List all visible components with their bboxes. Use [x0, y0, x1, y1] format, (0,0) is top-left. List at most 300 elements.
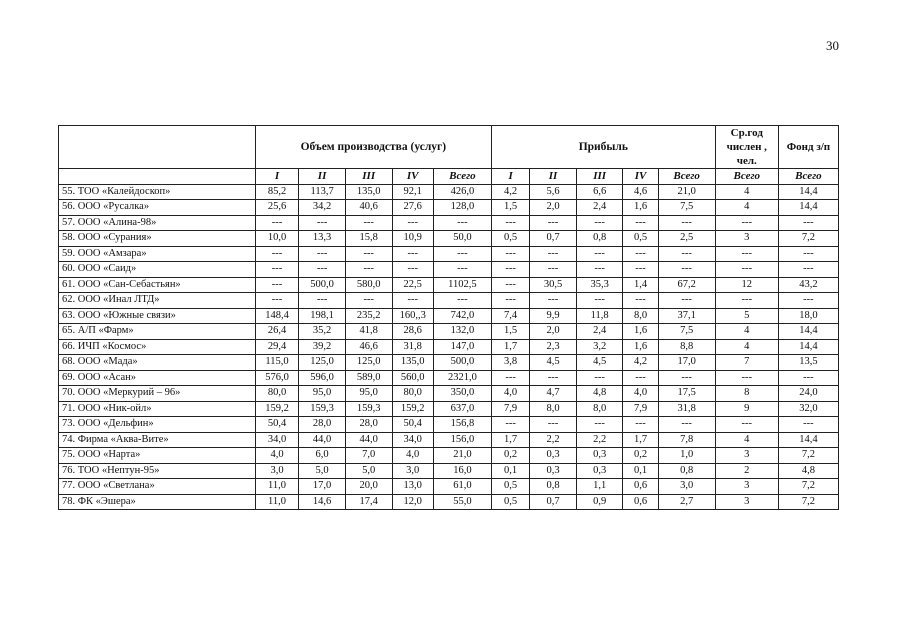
company-name-cell: 58. ООО «Сурания» [59, 231, 256, 247]
avg-staff-cell: 7 [715, 355, 778, 371]
wage-fund-cell: --- [778, 246, 838, 262]
profit-q2-cell: 0,7 [530, 231, 577, 247]
header-profit-q2: II [530, 169, 577, 185]
avg-staff-cell: --- [715, 215, 778, 231]
header-profit-q1: I [491, 169, 529, 185]
volume-total-cell: 500,0 [433, 355, 491, 371]
volume-q1-cell: 115,0 [255, 355, 299, 371]
header-volume-q1: I [255, 169, 299, 185]
volume-q1-cell: 576,0 [255, 370, 299, 386]
header-profit-q3: III [576, 169, 623, 185]
header-volume-group: Объем производства (услуг) [255, 126, 491, 169]
volume-q4-cell: 27,6 [392, 200, 433, 216]
volume-q1-cell: 10,0 [255, 231, 299, 247]
avg-staff-cell: --- [715, 262, 778, 278]
volume-total-cell: 16,0 [433, 463, 491, 479]
volume-q3-cell: 589,0 [345, 370, 392, 386]
volume-q1-cell: 11,0 [255, 479, 299, 495]
profit-q3-cell: --- [576, 370, 623, 386]
profit-q4-cell: 1,6 [623, 339, 658, 355]
wage-fund-cell: 32,0 [778, 401, 838, 417]
volume-q1-cell: 25,6 [255, 200, 299, 216]
profit-q1-cell: 7,4 [491, 308, 529, 324]
profit-q3-cell: 1,1 [576, 479, 623, 495]
avg-staff-cell: 4 [715, 184, 778, 200]
profit-q3-cell: 2,4 [576, 200, 623, 216]
profit-q2-cell: 4,7 [530, 386, 577, 402]
avg-staff-cell: --- [715, 246, 778, 262]
company-name-cell: 61. ООО «Сан-Себастьян» [59, 277, 256, 293]
profit-q3-cell: --- [576, 262, 623, 278]
profit-q3-cell: 11,8 [576, 308, 623, 324]
profit-total-cell: 7,5 [658, 324, 715, 340]
profit-q4-cell: 8,0 [623, 308, 658, 324]
volume-q1-cell: 85,2 [255, 184, 299, 200]
profit-q3-cell: 3,2 [576, 339, 623, 355]
header-profit-group: Прибыль [491, 126, 715, 169]
profit-total-cell: 2,5 [658, 231, 715, 247]
volume-q2-cell: 596,0 [299, 370, 346, 386]
profit-total-cell: --- [658, 293, 715, 309]
volume-q3-cell: --- [345, 215, 392, 231]
company-name-cell: 55. ТОО «Калейдоскоп» [59, 184, 256, 200]
volume-q4-cell: 560,0 [392, 370, 433, 386]
volume-q3-cell: 15,8 [345, 231, 392, 247]
profit-q1-cell: 1,5 [491, 200, 529, 216]
profit-q3-cell: 35,3 [576, 277, 623, 293]
volume-q3-cell: 28,0 [345, 417, 392, 433]
table-row [59, 355, 839, 371]
volume-q2-cell: 13,3 [299, 231, 346, 247]
company-name-cell: 56. ООО «Русалка» [59, 200, 256, 216]
volume-q2-cell: --- [299, 262, 346, 278]
wage-fund-cell: 13,5 [778, 355, 838, 371]
volume-q4-cell: 160,,3 [392, 308, 433, 324]
header-row-quarters [59, 169, 839, 185]
volume-q3-cell: 41,8 [345, 324, 392, 340]
volume-q4-cell: 3,0 [392, 463, 433, 479]
wage-fund-cell: --- [778, 215, 838, 231]
header-avg-staff: Ср.год числен , чел. [715, 126, 778, 169]
volume-q4-cell: --- [392, 293, 433, 309]
profit-q4-cell: 4,0 [623, 386, 658, 402]
profit-q2-cell: 2,2 [530, 432, 577, 448]
volume-q2-cell: 500,0 [299, 277, 346, 293]
volume-total-cell: 1102,5 [433, 277, 491, 293]
volume-total-cell: 426,0 [433, 184, 491, 200]
volume-q2-cell: 198,1 [299, 308, 346, 324]
profit-q4-cell: --- [623, 370, 658, 386]
volume-total-cell: 128,0 [433, 200, 491, 216]
volume-total-cell: --- [433, 215, 491, 231]
profit-total-cell: 67,2 [658, 277, 715, 293]
company-name-cell: 57. ООО «Алина-98» [59, 215, 256, 231]
wage-fund-cell: 7,2 [778, 448, 838, 464]
profit-q3-cell: --- [576, 246, 623, 262]
volume-q2-cell: 39,2 [299, 339, 346, 355]
avg-staff-cell: 5 [715, 308, 778, 324]
header-row-groups [59, 126, 839, 169]
avg-staff-cell: 8 [715, 386, 778, 402]
volume-q4-cell: 12,0 [392, 494, 433, 510]
volume-q4-cell: 13,0 [392, 479, 433, 495]
profit-q4-cell: --- [623, 293, 658, 309]
profit-q3-cell: --- [576, 293, 623, 309]
volume-q2-cell: 34,2 [299, 200, 346, 216]
volume-q4-cell: --- [392, 246, 433, 262]
avg-staff-cell: 3 [715, 494, 778, 510]
profit-q3-cell: 2,2 [576, 432, 623, 448]
volume-total-cell: --- [433, 246, 491, 262]
profit-q4-cell: 1,6 [623, 324, 658, 340]
volume-q4-cell: 4,0 [392, 448, 433, 464]
profit-q2-cell: 0,8 [530, 479, 577, 495]
wage-fund-cell: --- [778, 417, 838, 433]
volume-q2-cell: 14,6 [299, 494, 346, 510]
avg-staff-cell: 4 [715, 339, 778, 355]
wage-fund-cell: --- [778, 293, 838, 309]
profit-q1-cell: --- [491, 293, 529, 309]
volume-q4-cell: 135,0 [392, 355, 433, 371]
table-row [59, 184, 839, 200]
volume-q1-cell: 80,0 [255, 386, 299, 402]
table-row [59, 448, 839, 464]
volume-q2-cell: 6,0 [299, 448, 346, 464]
volume-q2-cell: 28,0 [299, 417, 346, 433]
production-profit-table [58, 125, 839, 510]
table-body [59, 184, 839, 510]
wage-fund-cell: 14,4 [778, 184, 838, 200]
volume-q3-cell: 95,0 [345, 386, 392, 402]
profit-q4-cell: 1,7 [623, 432, 658, 448]
profit-total-cell: 31,8 [658, 401, 715, 417]
volume-q1-cell: 159,2 [255, 401, 299, 417]
volume-q1-cell: --- [255, 215, 299, 231]
profit-q2-cell: 4,5 [530, 355, 577, 371]
avg-staff-cell: 4 [715, 200, 778, 216]
volume-q1-cell: 4,0 [255, 448, 299, 464]
volume-q3-cell: --- [345, 262, 392, 278]
volume-q4-cell: --- [392, 215, 433, 231]
volume-q3-cell: 44,0 [345, 432, 392, 448]
profit-q2-cell: --- [530, 417, 577, 433]
volume-q4-cell: 10,9 [392, 231, 433, 247]
profit-q1-cell: 4,0 [491, 386, 529, 402]
profit-total-cell: --- [658, 262, 715, 278]
profit-q3-cell: --- [576, 417, 623, 433]
avg-staff-cell: 12 [715, 277, 778, 293]
header-sub-blank-cell [59, 169, 256, 185]
volume-q4-cell: 159,2 [392, 401, 433, 417]
table-row [59, 200, 839, 216]
volume-q2-cell: --- [299, 246, 346, 262]
volume-q2-cell: 35,2 [299, 324, 346, 340]
company-name-cell: 69. ООО «Асан» [59, 370, 256, 386]
volume-q3-cell: 20,0 [345, 479, 392, 495]
profit-q1-cell: 0,5 [491, 479, 529, 495]
profit-q4-cell: --- [623, 215, 658, 231]
profit-q4-cell: --- [623, 246, 658, 262]
profit-q2-cell: 2,3 [530, 339, 577, 355]
company-name-cell: 71. ООО «Ник-ойл» [59, 401, 256, 417]
profit-q3-cell: 6,6 [576, 184, 623, 200]
volume-total-cell: 50,0 [433, 231, 491, 247]
profit-q2-cell: 30,5 [530, 277, 577, 293]
profit-q4-cell: 4,6 [623, 184, 658, 200]
wage-fund-cell: 14,4 [778, 200, 838, 216]
profit-total-cell: 37,1 [658, 308, 715, 324]
company-name-cell: 74. Фирма «Аква-Вите» [59, 432, 256, 448]
profit-total-cell: 3,0 [658, 479, 715, 495]
volume-q2-cell: 17,0 [299, 479, 346, 495]
profit-q1-cell: 0,5 [491, 494, 529, 510]
volume-q1-cell: --- [255, 277, 299, 293]
volume-total-cell: 21,0 [433, 448, 491, 464]
profit-q1-cell: --- [491, 215, 529, 231]
volume-total-cell: 637,0 [433, 401, 491, 417]
profit-q2-cell: 0,3 [530, 463, 577, 479]
profit-q4-cell: 0,6 [623, 494, 658, 510]
profit-q2-cell: 0,3 [530, 448, 577, 464]
volume-q2-cell: 159,3 [299, 401, 346, 417]
profit-q4-cell: 0,2 [623, 448, 658, 464]
profit-q2-cell: 9,9 [530, 308, 577, 324]
company-name-cell: 73. ООО «Дельфин» [59, 417, 256, 433]
table-row [59, 432, 839, 448]
volume-q4-cell: 28,6 [392, 324, 433, 340]
volume-total-cell: 132,0 [433, 324, 491, 340]
profit-q1-cell: --- [491, 246, 529, 262]
company-name-cell: 62. ООО «Инал ЛТД» [59, 293, 256, 309]
table-row [59, 324, 839, 340]
wage-fund-cell: 14,4 [778, 432, 838, 448]
table-row [59, 417, 839, 433]
profit-q1-cell: 7,9 [491, 401, 529, 417]
profit-q1-cell: --- [491, 370, 529, 386]
company-name-cell: 60. ООО «Саид» [59, 262, 256, 278]
wage-fund-cell: 4,8 [778, 463, 838, 479]
profit-q1-cell: 1,5 [491, 324, 529, 340]
volume-q2-cell: --- [299, 293, 346, 309]
header-wage-fund: Фонд з/п [778, 126, 838, 169]
volume-q4-cell: 22,5 [392, 277, 433, 293]
profit-q1-cell: 3,8 [491, 355, 529, 371]
profit-q3-cell: 0,3 [576, 463, 623, 479]
volume-q4-cell: 92,1 [392, 184, 433, 200]
company-name-cell: 76. ТОО «Нептун-95» [59, 463, 256, 479]
volume-q1-cell: 11,0 [255, 494, 299, 510]
profit-q3-cell: --- [576, 215, 623, 231]
wage-fund-cell: 7,2 [778, 231, 838, 247]
volume-q2-cell: --- [299, 215, 346, 231]
profit-total-cell: --- [658, 417, 715, 433]
avg-staff-cell: 4 [715, 324, 778, 340]
profit-q1-cell: 0,5 [491, 231, 529, 247]
table-row [59, 339, 839, 355]
volume-q3-cell: 125,0 [345, 355, 392, 371]
avg-staff-cell: --- [715, 417, 778, 433]
avg-staff-cell: 4 [715, 432, 778, 448]
company-name-cell: 78. ФК «Эшера» [59, 494, 256, 510]
header-blank-cell [59, 126, 256, 169]
company-name-cell: 68. ООО «Мада» [59, 355, 256, 371]
profit-q2-cell: 2,0 [530, 324, 577, 340]
profit-q2-cell: --- [530, 262, 577, 278]
profit-total-cell: 21,0 [658, 184, 715, 200]
avg-staff-cell: 2 [715, 463, 778, 479]
profit-q3-cell: 4,8 [576, 386, 623, 402]
profit-q3-cell: 8,0 [576, 401, 623, 417]
wage-fund-cell: 24,0 [778, 386, 838, 402]
volume-q2-cell: 125,0 [299, 355, 346, 371]
volume-q3-cell: 7,0 [345, 448, 392, 464]
volume-total-cell: 147,0 [433, 339, 491, 355]
company-name-cell: 63. ООО «Южные связи» [59, 308, 256, 324]
profit-q4-cell: 1,6 [623, 200, 658, 216]
volume-q4-cell: 80,0 [392, 386, 433, 402]
table-row [59, 308, 839, 324]
volume-total-cell: 55,0 [433, 494, 491, 510]
header-volume-total: Всего [433, 169, 491, 185]
profit-q1-cell: 1,7 [491, 339, 529, 355]
profit-q2-cell: 0,7 [530, 494, 577, 510]
table-row [59, 401, 839, 417]
avg-staff-cell: 3 [715, 448, 778, 464]
volume-q1-cell: 148,4 [255, 308, 299, 324]
company-name-cell: 59. ООО «Амзара» [59, 246, 256, 262]
volume-total-cell: 742,0 [433, 308, 491, 324]
volume-q3-cell: 135,0 [345, 184, 392, 200]
profit-q2-cell: 5,6 [530, 184, 577, 200]
volume-q3-cell: --- [345, 246, 392, 262]
profit-total-cell: --- [658, 215, 715, 231]
company-name-cell: 75. ООО «Нарта» [59, 448, 256, 464]
volume-q3-cell: 159,3 [345, 401, 392, 417]
wage-fund-cell: 7,2 [778, 479, 838, 495]
profit-q1-cell: 0,1 [491, 463, 529, 479]
volume-q4-cell: --- [392, 262, 433, 278]
header-staff-total: Всего [715, 169, 778, 185]
header-volume-q4: IV [392, 169, 433, 185]
profit-q4-cell: 4,2 [623, 355, 658, 371]
profit-total-cell: 1,0 [658, 448, 715, 464]
avg-staff-cell: 3 [715, 479, 778, 495]
volume-q4-cell: 31,8 [392, 339, 433, 355]
table-row [59, 277, 839, 293]
wage-fund-cell: 18,0 [778, 308, 838, 324]
profit-total-cell: 2,7 [658, 494, 715, 510]
volume-q1-cell: 26,4 [255, 324, 299, 340]
header-volume-q3: III [345, 169, 392, 185]
company-name-cell: 77. ООО «Светлана» [59, 479, 256, 495]
company-name-cell: 70. ООО «Меркурий – 96» [59, 386, 256, 402]
table-row [59, 479, 839, 495]
volume-q2-cell: 95,0 [299, 386, 346, 402]
avg-staff-cell: --- [715, 370, 778, 386]
profit-q2-cell: --- [530, 370, 577, 386]
profit-q1-cell: --- [491, 277, 529, 293]
profit-q1-cell: 1,7 [491, 432, 529, 448]
volume-q4-cell: 34,0 [392, 432, 433, 448]
volume-q1-cell: --- [255, 262, 299, 278]
company-name-cell: 66. ИЧП «Космос» [59, 339, 256, 355]
volume-q4-cell: 50,4 [392, 417, 433, 433]
avg-staff-cell: --- [715, 293, 778, 309]
profit-total-cell: 0,8 [658, 463, 715, 479]
volume-q3-cell: 17,4 [345, 494, 392, 510]
volume-q3-cell: 5,0 [345, 463, 392, 479]
volume-total-cell: 2321,0 [433, 370, 491, 386]
profit-q4-cell: 1,4 [623, 277, 658, 293]
table-row [59, 215, 839, 231]
header-volume-q2: II [299, 169, 346, 185]
volume-total-cell: --- [433, 262, 491, 278]
profit-q2-cell: 2,0 [530, 200, 577, 216]
profit-q4-cell: 0,6 [623, 479, 658, 495]
volume-total-cell: 156,0 [433, 432, 491, 448]
volume-q3-cell: 46,6 [345, 339, 392, 355]
volume-q1-cell: 50,4 [255, 417, 299, 433]
volume-q2-cell: 5,0 [299, 463, 346, 479]
profit-q4-cell: --- [623, 417, 658, 433]
volume-q3-cell: 235,2 [345, 308, 392, 324]
table-row [59, 370, 839, 386]
volume-q1-cell: 29,4 [255, 339, 299, 355]
profit-total-cell: 8,8 [658, 339, 715, 355]
profit-q2-cell: --- [530, 293, 577, 309]
volume-q3-cell: 580,0 [345, 277, 392, 293]
table-row [59, 386, 839, 402]
page-number: 30 [826, 38, 839, 53]
volume-total-cell: 350,0 [433, 386, 491, 402]
profit-total-cell: --- [658, 370, 715, 386]
profit-q2-cell: --- [530, 246, 577, 262]
profit-q3-cell: 0,3 [576, 448, 623, 464]
volume-q3-cell: --- [345, 293, 392, 309]
volume-q2-cell: 113,7 [299, 184, 346, 200]
profit-q4-cell: --- [623, 262, 658, 278]
wage-fund-cell: --- [778, 370, 838, 386]
volume-total-cell: 61,0 [433, 479, 491, 495]
avg-staff-cell: 3 [715, 231, 778, 247]
header-profit-q4: IV [623, 169, 658, 185]
profit-q1-cell: --- [491, 262, 529, 278]
avg-staff-cell: 9 [715, 401, 778, 417]
profit-q3-cell: 2,4 [576, 324, 623, 340]
volume-q3-cell: 40,6 [345, 200, 392, 216]
volume-q1-cell: 34,0 [255, 432, 299, 448]
profit-q2-cell: --- [530, 215, 577, 231]
wage-fund-cell: 14,4 [778, 339, 838, 355]
volume-q1-cell: --- [255, 246, 299, 262]
profit-q1-cell: --- [491, 417, 529, 433]
wage-fund-cell: --- [778, 262, 838, 278]
profit-q1-cell: 0,2 [491, 448, 529, 464]
profit-total-cell: 7,8 [658, 432, 715, 448]
profit-total-cell: --- [658, 246, 715, 262]
profit-q2-cell: 8,0 [530, 401, 577, 417]
profit-q4-cell: 0,1 [623, 463, 658, 479]
profit-q3-cell: 0,8 [576, 231, 623, 247]
profit-total-cell: 17,0 [658, 355, 715, 371]
table-row [59, 246, 839, 262]
table-row [59, 293, 839, 309]
profit-total-cell: 7,5 [658, 200, 715, 216]
table-row [59, 494, 839, 510]
wage-fund-cell: 43,2 [778, 277, 838, 293]
profit-total-cell: 17,5 [658, 386, 715, 402]
volume-q2-cell: 44,0 [299, 432, 346, 448]
